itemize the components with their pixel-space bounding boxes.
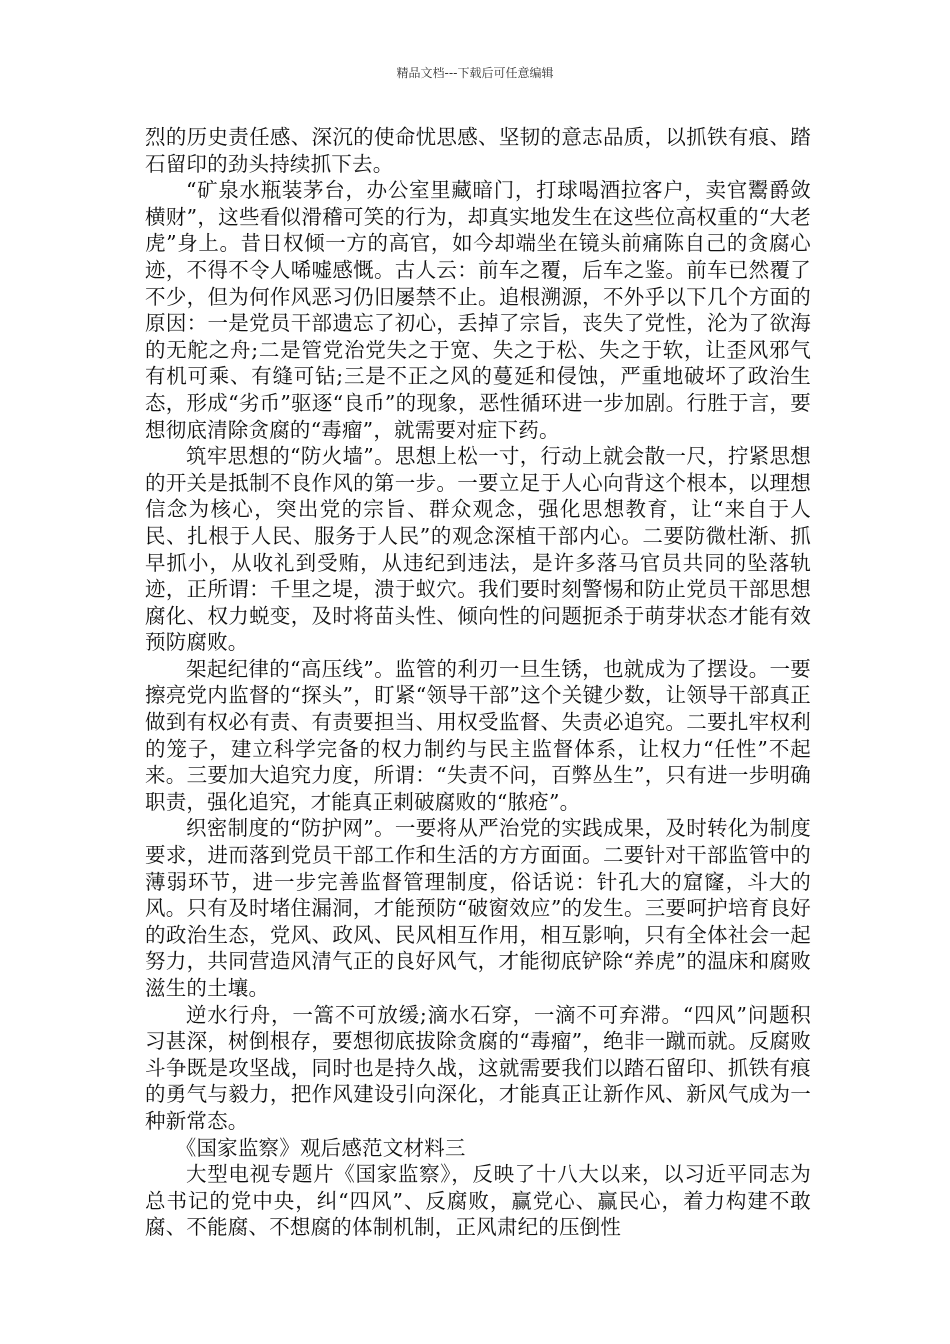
- paragraph-protective-net: 织密制度的“防护网”。一要将从严治党的实践成果，及时转化为制度要求，进而落到党员干部工作和生活的方方面面。二要针对干部监管中的薄弱环节，进一步完善监督管理制度，俗话说：针孔大的窟窿，斗大的风。只有及时堵住漏洞，才能预防“破窗效应”的发生。三要呵护培育良好的政治生态，党风、政风、民风相互作用，相互影响，只有全体社会一起努力，共同营造风清气正的良好风气，才能彻底铲除“养虎”的温床和腐败滋生的土壤。: [145, 816, 811, 1000]
- paragraph-continued: 烈的历史责任感、深沉的使命忧思感、坚韧的意志品质，以抓铁有痕、踏石留印的劲头持续抓下去。: [145, 125, 811, 176]
- document-body: [145, 124, 811, 1241]
- section-heading: 《国家监察》观后感范文材料三: [175, 1135, 466, 1160]
- paragraph-conclusion: 逆水行舟，一篙不可放缓;滴水石穿，一滴不可弃滞。“四风”问题积习甚深，树倒根存，要想彻底拔除贪腐的“毒瘤”，绝非一蹴而就。反腐败斗争既是攻坚战，同时也是持久战，这就需要我们以踏石留印、抓铁有痕的勇气与毅力，把作风建设引向深化，才能真正让新作风、新风气成为一种新常态。: [145, 1002, 811, 1133]
- paragraph-firewall: 筑牢思想的“防火墙”。思想上松一寸，行动上就会散一尺，拧紧思想的开关是抵制不良作风的第一步。一要立足于人心向背这个根本，以理想信念为核心，突出党的宗旨、群众观念，强化思想教育，让“来自于人民、扎根于人民、服务于人民”的观念深植干部内心。二要防微杜渐、抓早抓小，从收礼到受贿，从违纪到违法，是许多落马官员共同的坠落轨迹，正所谓：千里之堤，溃于蚁穴。我们要时刻警惕和防止党员干部思想腐化、权力蜕变，及时将苗头性、倾向性的问题扼杀于萌芽状态才能有效预防腐败。: [145, 444, 811, 655]
- paragraph-causes: “矿泉水瓶装茅台，办公室里藏暗门，打球喝酒拉客户，卖官鬻爵敛横财”，这些看似滑稽可笑的行为，却真实地发生在这些位高权重的“大老虎”身上。昔日权倾一方的高官，如今却端坐在镜头前痛陈自己的贪腐心迹，不得不令人唏嘘感慨。古人云：前车之覆，后车之鉴。前车已然覆了不少，但为何作风恶习仍旧屡禁不止。追根溯源，不外乎以下几个方面的原因：一是党员干部遗忘了初心，丢掉了宗旨，丧失了党性，沦为了欲海的无舵之舟;二是管党治党失之于宽、失之于松、失之于软，让歪风邪气有机可乘、有缝可钻;三是不正之风的蔓延和侵蚀，严重地破坏了政治生态，形成“劣币”驱逐“良币”的现象，恶性循环进一步加剧。行胜于言，要想彻底清除贪腐的“毒瘤”，就需要对症下药。: [145, 178, 811, 442]
- paragraph-final: 大型电视专题片《国家监察》，反映了十八大以来，以习近平同志为总书记的党中央，纠“四风”、反腐败，赢党心、赢民心，着力构建不敢腐、不能腐、不想腐的体制机制，正风肃纪的压倒性: [145, 1162, 811, 1240]
- page-header: 精品文档---下载后可任意编辑: [396, 66, 554, 80]
- paragraph-high-voltage-line: 架起纪律的“高压线”。监管的利刃一旦生锈，也就成为了摆设。一要擦亮党内监督的“探头”，盯紧“领导干部”这个关键少数，让领导干部真正做到有权必有责、有责要担当、用权受监督、失责必追究。二要扎牢权利的笼子，建立科学完备的权力制约与民主监督体系，让权力“任性”不起来。三要加大追究力度，所谓：“失责不问，百弊丛生”，只有进一步明确职责，强化追究，才能真正刺破腐败的“脓疮”。: [145, 656, 811, 814]
